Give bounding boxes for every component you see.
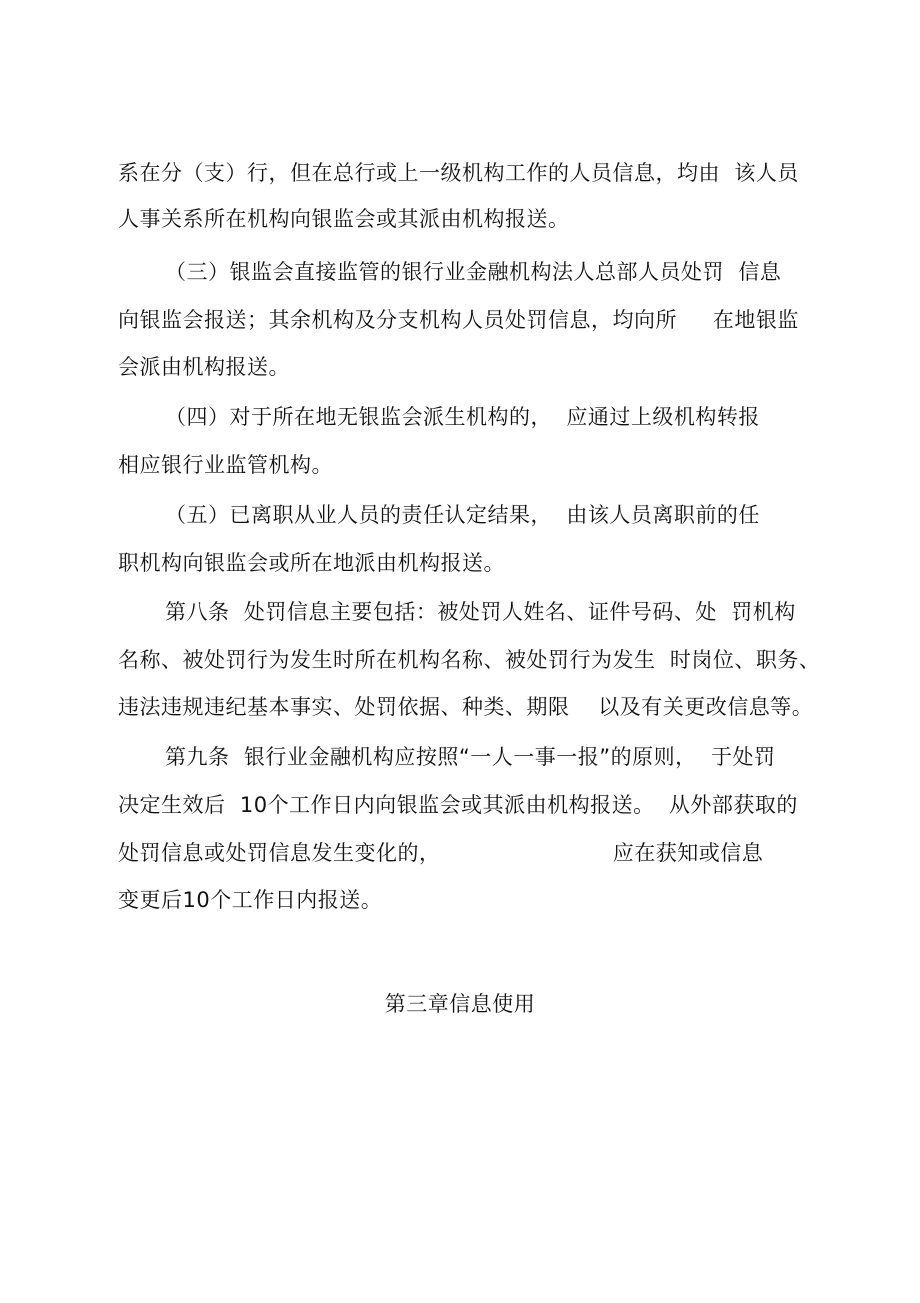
text-line-5: 会派由机构报送。 (118, 355, 290, 379)
text-line-10: 第八条 处罚信息主要包括：被处罚人姓名、证件号码、处 罚机构 (165, 600, 796, 624)
text-line-8: （五）已离职从业人员的责任认定结果， 由该人员离职前的任 (165, 503, 760, 527)
text-line-6: （四）对于所在地无银监会派生机构的， 应通过上级机构转报 (165, 405, 760, 429)
text-line-3: （三）银监会直接监管的银行业金融机构法人总部人员处罚 信息 (165, 260, 782, 284)
text-line-11: 名称、被处罚行为发生时所在机构名称、被处罚行为发生 时岗位、职务、 (118, 648, 821, 672)
text-line-2: 人事关系所在机构向银监会或其派由机构报送。 (118, 207, 570, 231)
text-line-12: 违法违规违纪基本事实、处罚依据、种类、期限 以及有关更改信息等。 (118, 695, 814, 719)
chapter-heading: 第三章信息使用 (384, 992, 536, 1016)
text-line-16: 变更后10个工作日内报送。 (118, 888, 383, 912)
text-line-14: 决定生效后 10个工作日内向银监会或其派由机构报送。 从外部获取的 (118, 793, 798, 817)
text-line-7: 相应银行业监管机构。 (118, 453, 333, 477)
text-line-13: 第九条 银行业金融机构应按照“一人一事一报”的原则， 于处罚 (165, 745, 776, 769)
text-line-9: 职机构向银监会或所在地派由机构报送。 (118, 551, 505, 575)
text-line-1: 系在分（支）行，但在总行或上一级机构工作的人员信息，均由 该人员 (118, 161, 799, 185)
text-line-15: 处罚信息或处罚信息发生变化的， 应在获知或信息 (118, 841, 764, 865)
text-line-4: 向银监会报送；其余机构及分支机构人员处罚信息，均向所 在地银监 (118, 308, 799, 332)
